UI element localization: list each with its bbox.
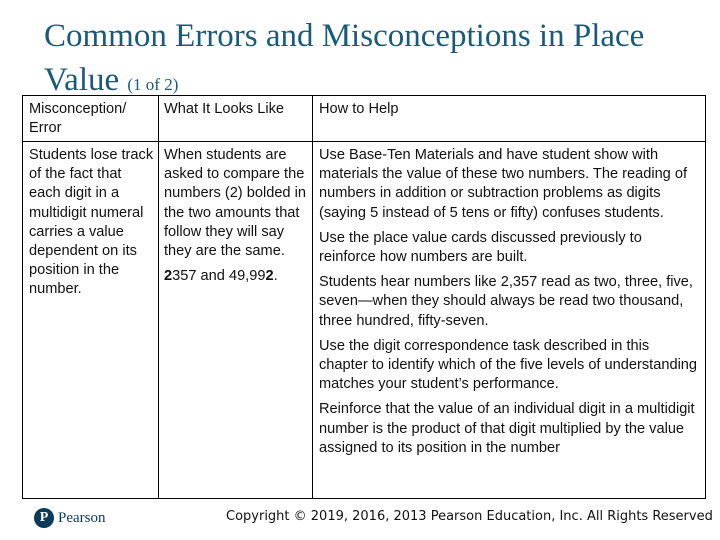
- help-paragraph: Students hear numbers like 2,357 read as two, three, five, seven—when they should always be read two thousand, three hundred, fifty-seven.: [319, 274, 693, 329]
- copyright-notice: Copyright © 2019, 2016, 2013 Pearson Education, Inc. All Rights Reserved: [226, 509, 713, 524]
- help-paragraph: Reinforce that the value of an individual digit in a multidigit number is the product of that digit multiplied by the value assigned to its position in the number: [319, 401, 695, 456]
- header-looks-like: What It Looks Like: [164, 101, 285, 117]
- how-to-help-cell: [319, 146, 699, 464]
- header-divider: [23, 141, 705, 142]
- example-b-rest: 49,99: [228, 268, 266, 285]
- place-value-table: [22, 95, 706, 499]
- example-numbers: [164, 267, 310, 286]
- slide-title: [44, 14, 704, 107]
- misconception-text: Students lose track of the fact that each digit in a multidigit numeral carries a value dependent on its position in the number.: [29, 147, 154, 298]
- pearson-logo: [34, 506, 106, 530]
- example-end: .: [273, 268, 278, 285]
- example-b-bold-digit: 2: [265, 268, 274, 285]
- header-how-to-help: How to Help: [319, 101, 399, 117]
- column-divider: [158, 96, 159, 498]
- help-paragraph: Use Base-Ten Materials and have student show with materials the value of these two numbers. The reading of numbers in addition or subtraction problems as digits (saying 5 instead of 5 tens or fifty) confuses students.: [319, 147, 688, 221]
- slide-title-main: Common Errors and Misconceptions in Place Value: [44, 18, 645, 98]
- help-paragraph: Use the digit correspondence task described in this chapter to identify which of the five levels of understanding matches your student’s performance.: [319, 337, 698, 393]
- example-a-rest: 357: [172, 268, 197, 285]
- pearson-logo-icon: P: [34, 508, 54, 528]
- header-misconception: Misconception/ Error: [29, 101, 127, 137]
- looks-like-text: When students are asked to compare the numbers (2) bolded in the two amounts that follow they will say they are the same.: [164, 147, 306, 260]
- example-and: and: [196, 268, 229, 285]
- column-divider: [312, 96, 313, 498]
- help-paragraph: Use the place value cards discussed previously to reinforce how numbers are built.: [319, 229, 642, 266]
- pearson-logo-text: Pearson: [58, 509, 106, 526]
- slide-title-suffix: (1 of 2): [127, 75, 179, 94]
- looks-like-cell: [164, 146, 310, 292]
- example-a-bold-digit: 2: [164, 268, 173, 285]
